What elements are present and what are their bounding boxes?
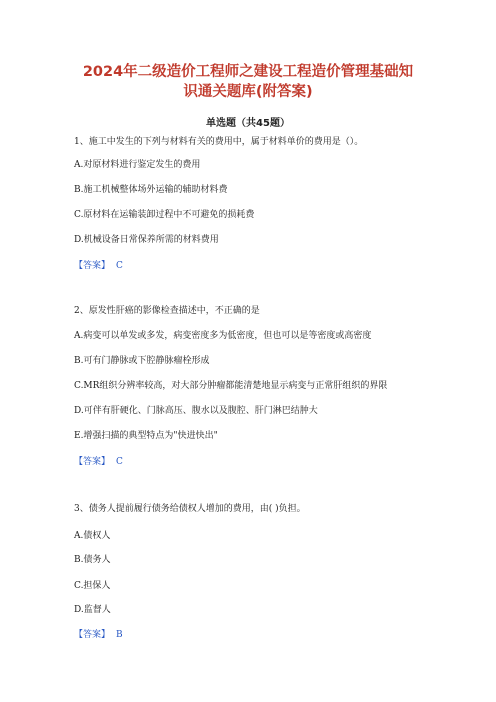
question-2-stem: 2、原发性肝癌的影像检查描述中，不正确的是 [74, 306, 260, 316]
question-2-answer [74, 456, 474, 468]
question-1-stem: 1、施工中发生的下列与材料有关的费用中，属于材料单价的费用是（）。 [74, 137, 364, 147]
question-3-option-d: D.监督人 [74, 605, 111, 615]
question-3-option-c: C.担保人 [74, 581, 111, 591]
answer-value: C [116, 261, 123, 271]
question-3-option-b: B.债务人 [74, 555, 111, 565]
question-1-option-b: B.施工机械整体场外运输的辅助材料费 [74, 185, 228, 195]
section-heading: 单选题（共45题） [206, 118, 290, 129]
question-2-option-c: C.MR组织分辨率较高，对大部分肿瘤都能清楚地显示病变与正常肝组织的界限 [74, 381, 388, 391]
question-2-option-d: D.可伴有肝硬化、门脉高压、腹水以及腹腔、肝门淋巴结肿大 [74, 406, 318, 416]
question-3-answer [74, 629, 474, 641]
question-2-option-a: A.病变可以单发或多发，病变密度多为低密度，但也可以是等密度或高密度 [74, 331, 372, 341]
answer-value: C [116, 457, 123, 467]
title-line-2: 识通关题库(附答案) [183, 84, 313, 100]
question-1-option-d: D.机械设备日常保养所需的材料费用 [74, 235, 219, 245]
title-line-1: 2024年二级造价工程师之建设工程造价管理基础知 [82, 64, 414, 80]
question-1-option-a: A.对原材料进行鉴定发生的费用 [74, 160, 201, 170]
question-1-option-c: C.原材料在运输装卸过程中不可避免的损耗费 [74, 210, 255, 220]
question-1-answer [74, 260, 474, 272]
question-2-option-b: B.可有门静脉或下腔静脉瘤栓形成 [74, 356, 210, 366]
question-3-option-a: A.债权人 [74, 531, 111, 541]
answer-label: 【答案】 [74, 457, 111, 467]
answer-label: 【答案】 [74, 261, 111, 271]
question-3-stem: 3、债务人提前履行债务给债权人增加的费用，由( )负担。 [74, 504, 306, 514]
answer-label: 【答案】 [74, 630, 111, 640]
answer-value: B [116, 630, 123, 640]
question-2-option-e: E.增强扫描的典型特点为"快进快出" [74, 431, 218, 441]
document-title [40, 62, 456, 102]
